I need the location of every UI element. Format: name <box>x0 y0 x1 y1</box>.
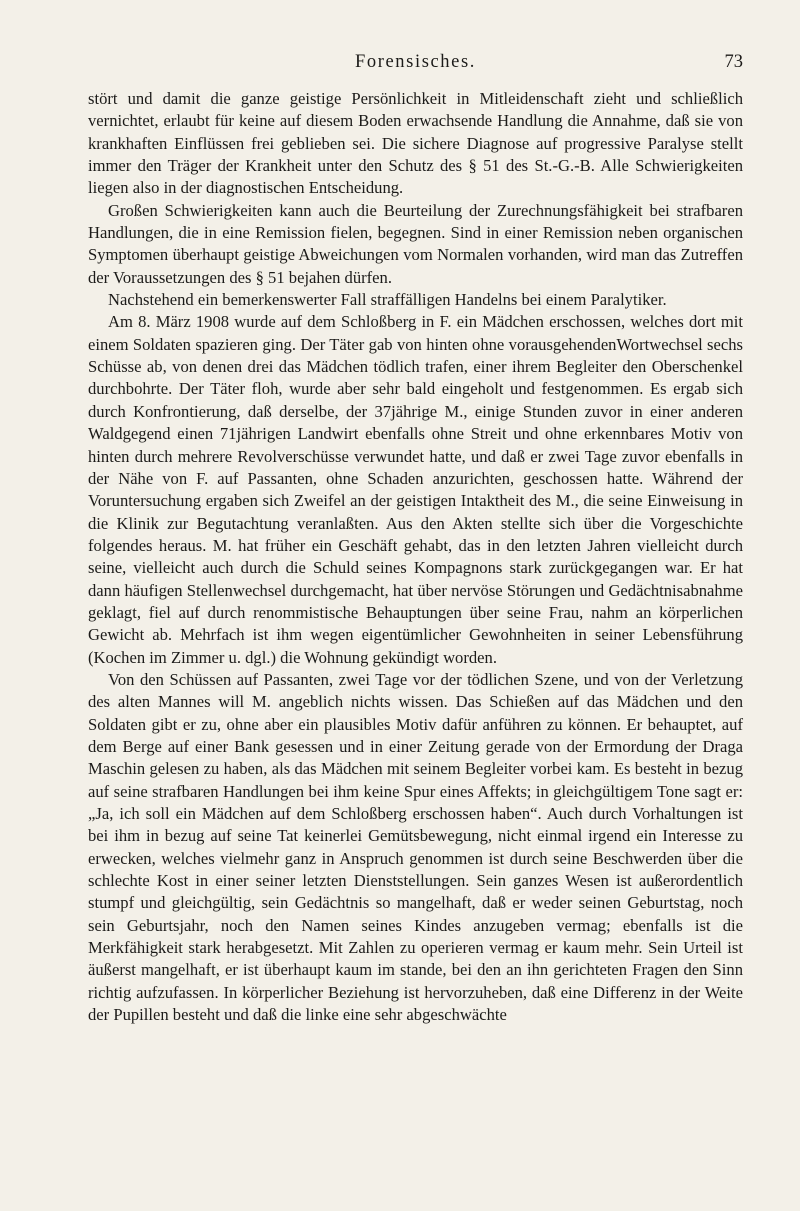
paragraph-case-intro: Nachstehend ein bemerkenswerter Fall straffälligen Handelns bei einem Paralytiker. <box>108 290 667 310</box>
paragraph-continuation: stört und damit die ganze geistige Persönlichkeit in Mitleidenschaft zieht und schließlich vernichtet, erlaubt für keine auf diesem Boden erwachsende Handlung die Annahme, daß sie von krankhaften Einflüssen frei geblieben sei. Die sichere Diagnose auf progressive Paralyse stellt immer den Träger der Krankheit unter den Schutz des § 51 des St.-G.-B. Alle Schwierigkeiten liegen also in der diagnostischen Entscheidung. <box>88 89 743 198</box>
page-number: 73 <box>724 52 743 72</box>
running-head: Forensisches. <box>355 52 476 72</box>
paragraph-remission: Großen Schwierigkeiten kann auch die Beurteilung der Zurechnungsfähigkeit bei strafbaren Handlungen, die in eine Remission fielen, begegnen. Sind in einer Remission neben organischen Symptomen überhaupt geistige Abweichungen vom Normalen vorhanden, wird man das Zutreffen der Voraussetzungen des § 51 bejahen dürfen. <box>88 200 743 287</box>
paragraph-case-history: Am 8. März 1908 wurde auf dem Schloßberg in F. ein Mädchen erschossen, welches dort mit einem Soldaten spazieren ging. Der Täter gab von hinten ohne vorausgehendenWortwechsel sechs Schüsse ab, von denen drei das Mädchen tödlich trafen, einer ihrem Begleiter den Oberschenkel durchbohrte. Der Täter floh, wurde aber sehr bald eingeholt und festgenommen. Es ergab sich durch Konfrontierung, daß derselbe, der 37jährige M., einige Stunden zuvor in einer anderen Waldgegend einen 71jährigen Landwirt ebenfalls ohne Streit und ohne erkennbares Motiv von hinten durch mehrere Revolverschüsse verwundet hatte, und daß er zwei Tage zuvor ebenfalls in der Nähe von F. auf Passanten, ohne Schaden anzurichten, geschossen hatte. Während der Voruntersuchung ergaben sich Zweifel an der geistigen Intaktheit des M., die seine Einweisung in die Klinik zur Begutachtung veranlaßten. Aus den Akten stellte sich über die Vorgeschichte folgendes heraus. M. hat früher ein Geschäft gehabt, das in den letzten Jahren vielleicht durch seine, vielleicht auch durch die Schuld seines Kompagnons stark zurückgegangen war. Er hat dann häufigen Stellenwechsel durchgemacht, hat über nervöse Störungen und Gedächtnisabnahme geklagt, fiel auf durch renommistische Behauptungen über seine Frau, nahm an körperlichen Gewicht ab. Mehrfach ist ihm wegen eigentümlicher Gewohnheiten in seiner Lebensführung (Kochen im Zimmer u. dgl.) die Wohnung gekündigt worden. <box>88 312 743 667</box>
body-text <box>88 88 743 1026</box>
page-header <box>88 52 743 76</box>
paragraph-examination: Von den Schüssen auf Passanten, zwei Tage vor der tödlichen Szene, und von der Verletzung des alten Mannes will M. angeblich nichts wissen. Das Schießen auf das Mädchen und den Soldaten gibt er zu, ohne aber ein plausibles Motiv dafür anführen zu können. Er behauptet, auf dem Berge auf einer Bank gesessen und in einer Zeitung gerade von der Ermordung der Draga Maschin gelesen zu haben, als das Mädchen mit seinem Begleiter vorbei kam. Es besteht in bezug auf seine strafbaren Handlungen bei ihm keine Spur eines Affekts; in gleichgültigem Tone sagt er: „Ja, ich soll ein Mädchen auf dem Schloßberg erschossen haben“. Auch durch Vorhaltungen ist bei ihm in bezug auf seine Tat keinerlei Gemütsbewegung, nicht einmal irgend ein Interesse zu erwecken, welches vielmehr ganz in Anspruch genommen ist durch seine Beschwerden über die schlechte Kost in einer seiner letzten Dienststellungen. Sein ganzes Wesen ist außerordentlich stumpf und gleichgültig, sein Gedächtnis so mangelhaft, daß er weder seinen Geburtstag, noch sein Geburtsjahr, noch den Namen seines Kindes anzugeben vermag; ebenfalls ist die Merkfähigkeit stark herabgesetzt. Mit Zahlen zu operieren vermag er kaum mehr. Sein Urteil ist äußerst mangelhaft, er ist überhaupt kaum im stande, bei den an ihn gerichteten Fragen den Sinn richtig aufzufassen. In körperlicher Beziehung ist hervorzuheben, daß eine Differenz in der Weite der Pupillen besteht und daß die linke eine sehr abgeschwächte <box>88 669 743 1025</box>
